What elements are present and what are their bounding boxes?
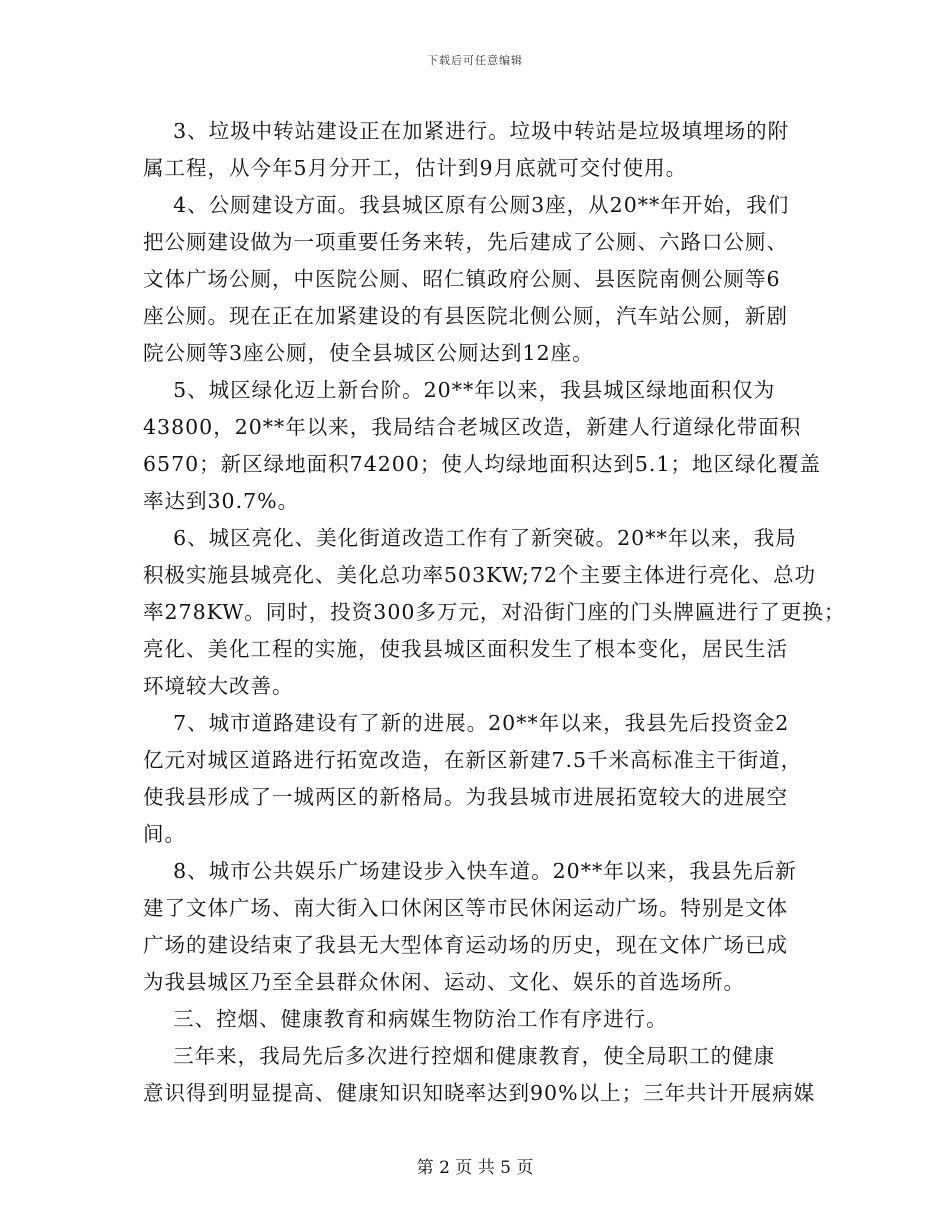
- text-line: 6570；新区绿地面积74200；使人均绿地面积达到5.1；地区绿化覆盖: [143, 452, 821, 476]
- text-line: 院公厕等3座公厕，使全县城区公厕达到12座。: [143, 341, 594, 365]
- text-line: 座公厕。现在正在加紧建设的有县医院北侧公厕，汽车站公厕，新剧: [143, 304, 788, 328]
- text-line: 文体广场公厕，中医院公厕、昭仁镇政府公厕、县医院南侧公厕等6: [143, 267, 781, 291]
- text-line: 间。: [143, 822, 186, 846]
- text-line: 为我县城区乃至全县群众休闲、运动、文化、娱乐的首选场所。: [143, 970, 745, 994]
- text-line: 三年来，我局先后多次进行控烟和健康教育，使全局职工的健康: [143, 1044, 776, 1068]
- text-line: 广场的建设结束了我县无大型体育运动场的历史，现在文体广场已成: [143, 933, 788, 957]
- text-line: 43800，20**年以来，我局结合老城区改造，新建人行道绿化带面积: [143, 415, 802, 439]
- text-line: 三、控烟、健康教育和病媒生物防治工作有序进行。: [143, 1007, 668, 1031]
- text-line: 亿元对城区道路进行拓宽改造，在新区新建7.5千米高标准主干街道，: [143, 748, 803, 772]
- page-footer: 第 2 页 共 5 页: [416, 1158, 534, 1178]
- text-line: 意识得到明显提高、健康知识知晓率达到90%以上；三年共计开展病媒: [143, 1081, 816, 1105]
- text-line: 使我县形成了一城两区的新格局。为我县城市进展拓宽较大的进展空: [143, 785, 788, 809]
- text-line: 7、城市道路建设有了新的进展。20**年以来，我县先后投资金2: [143, 711, 790, 735]
- text-line: 3、垃圾中转站建设正在加紧进行。垃圾中转站是垃圾填埋场的附: [143, 119, 790, 143]
- page-header: 下载后可任意编辑: [427, 54, 523, 67]
- text-line: 率278KW。同时，投资300多万元，对沿街门座的门头牌匾进行了更换；: [143, 600, 846, 624]
- text-line: 率达到30.7%。: [143, 489, 300, 513]
- text-line: 积极实施县城亮化、美化总功率503KW;72个主要主体进行亮化、总功: [143, 563, 816, 587]
- text-line: 5、城区绿化迈上新台阶。20**年以来，我县城区绿地面积仅为: [143, 378, 776, 402]
- text-line: 8、城市公共娱乐广场建设步入快车道。20**年以来，我县先后新: [143, 859, 797, 883]
- text-line: 把公厕建设做为一项重要任务来转，先后建成了公厕、六路口公厕、: [143, 230, 788, 254]
- document-body: [143, 113, 846, 1112]
- text-line: 亮化、美化工程的实施，使我县城区面积发生了根本变化，居民生活: [143, 637, 788, 661]
- text-line: 环境较大改善。: [143, 674, 294, 698]
- text-line: 建了文体广场、南大街入口休闲区等市民休闲运动广场。特别是文体: [143, 896, 788, 920]
- text-line: 4、公厕建设方面。我县城区原有公厕3座，从20**年开始，我们: [143, 193, 790, 217]
- text-line: 6、城区亮化、美化街道改造工作有了新突破。20**年以来，我局: [143, 526, 797, 550]
- text-line: 属工程，从今年5月分开工，估计到9月底就可交付使用。: [143, 156, 688, 180]
